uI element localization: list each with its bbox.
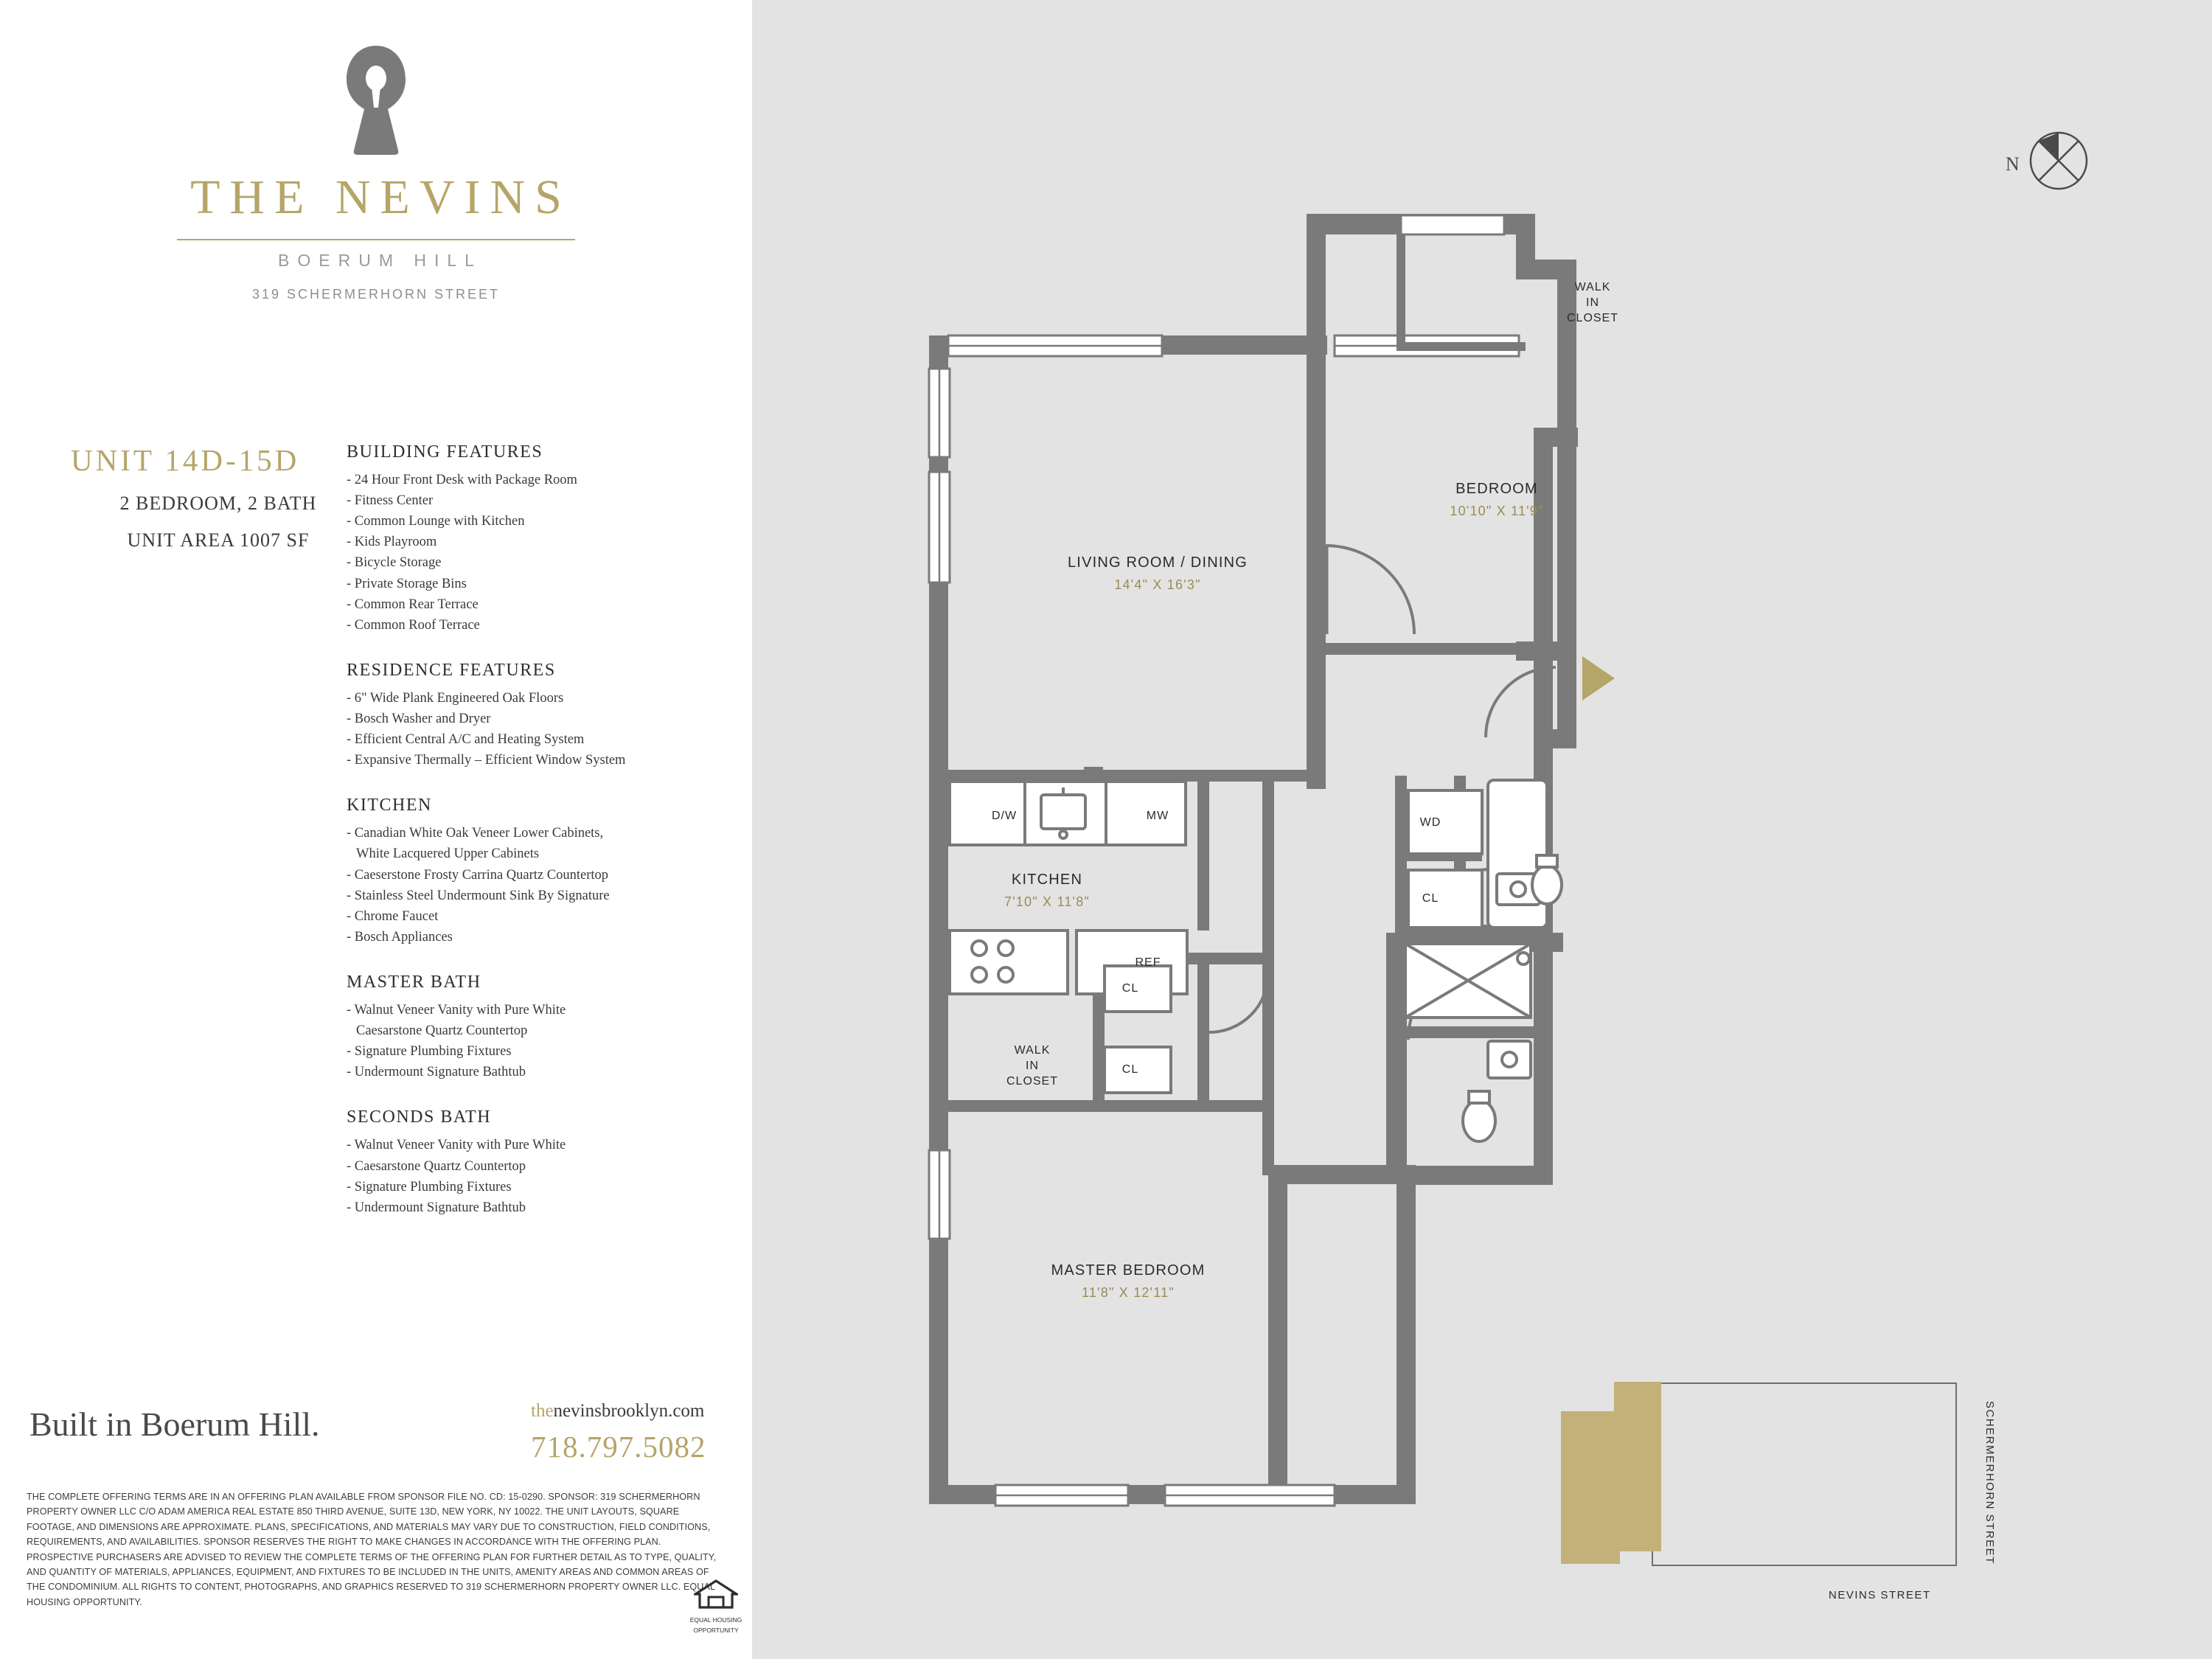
unit-area: UNIT AREA 1007 SF: [127, 529, 310, 551]
room-label-bedroom: [1386, 479, 1607, 520]
room-label-kitchen: [951, 870, 1143, 911]
feature-item: White Lacquered Upper Cabinets: [356, 846, 540, 862]
master-name: MASTER BEDROOM: [1051, 1262, 1206, 1279]
feature-heading: BUILDING FEATURES: [347, 442, 543, 462]
brand-divider: [177, 239, 575, 240]
eho-line-2: OPPORTUNITY: [693, 1626, 739, 1634]
room-label-living: [1010, 553, 1305, 594]
feature-item: - Common Rear Terrace: [347, 597, 479, 612]
walkin-closet-bottom-text: WALK IN CLOSET: [1006, 1044, 1058, 1088]
kitchen-name: KITCHEN: [1011, 872, 1083, 888]
equal-housing-icon: [694, 1578, 738, 1610]
key-map-street-horizontal: NEVINS STREET: [1829, 1589, 1931, 1601]
appliance-label-dishwasher: D/W: [991, 810, 1018, 822]
feature-group-master-bath: [347, 973, 745, 1082]
feature-item: - Efficient Central A/C and Heating System: [347, 732, 585, 748]
closet-label-3: CL: [1121, 1063, 1139, 1076]
feature-heading: SECONDS BATH: [347, 1107, 492, 1127]
appliance-label-microwave: MW: [1146, 810, 1169, 822]
feature-item: - Caeserstone Frosty Carrina Quartz Countertop: [347, 867, 609, 883]
feature-item: - 6" Wide Plank Engineered Oak Floors: [347, 690, 564, 706]
feature-heading: KITCHEN: [347, 796, 432, 815]
living-dim: 14'4" X 16'3": [1114, 577, 1201, 592]
compass-north-label: N: [2006, 153, 2020, 175]
eho-line-1: EQUAL HOUSING: [689, 1616, 742, 1624]
feature-group-kitchen: [347, 796, 745, 947]
master-dim: 11'8" X 12'11": [1082, 1285, 1175, 1300]
feature-item: - Caesarstone Quartz Countertop: [347, 1158, 526, 1174]
walkin-closet-top-text: WALK IN CLOSET: [1566, 281, 1618, 324]
site-key-map: [1548, 1368, 1961, 1589]
closet-label-1: CL: [1422, 892, 1439, 905]
feature-group-building: [347, 442, 745, 636]
keyhole-icon: [342, 44, 410, 156]
website-prefix: the: [531, 1401, 554, 1421]
brand-logo: [0, 44, 752, 302]
feature-heading: RESIDENCE FEATURES: [347, 660, 556, 680]
feature-item: - Common Roof Terrace: [347, 617, 480, 633]
feature-item: - Expansive Thermally – Efficient Window System: [347, 753, 626, 768]
tagline: Built in Boerum Hill.: [29, 1405, 320, 1443]
unit-beds-baths: 2 BEDROOM, 2 BATH: [119, 493, 317, 514]
feature-item: - Stainless Steel Undermount Sink By Signature: [347, 888, 610, 903]
phone-number[interactable]: 718.797.5082: [531, 1430, 706, 1464]
room-label-walkin-closet-bottom: [966, 1043, 1099, 1089]
legal-disclaimer: THE COMPLETE OFFERING TERMS ARE IN AN OFFERING PLAN AVAILABLE FROM SPONSOR FILE NO. CD: 15-0290. SPONSOR: 319 SCHERMERHORN PROPERTY OWNER LLC C/O ADAM AMERICA REAL ESTATE 850 THIRD AVENUE, SUITE 13D, NEW YORK, NY 10022. THE UNIT LAYOUTS, SQUARE FOOTAGE, AND DIMENSIONS ARE APPROXIMATE. PLANS, SPECIFICATIONS, AND MATERIALS MAY VARY DUE TO CONSTRUCTION, FIELD CONDITIONS, REQUIREMENTS, AND AVAILABILITIES. SPONSOR RESERVES THE RIGHT TO MAKE CHANGES IN ACCORDANCE WITH THE OFFERING PLAN. PROSPECTIVE PURCHASERS ARE ADVISED TO REVIEW THE COMPLETE TERMS OF THE OFFERING PLAN FOR FURTHER DETAIL AS TO TYPE, QUALITY, AND QUANTITY OF MATERIALS, APPLIANCES, EQUIPMENT, AND FIXTURES TO BE INCLUDED IN THE UNITS, AMENITY AREAS AND COMMON AREAS OF THE CONDOMINIUM. ALL RIGHTS TO CONTENT, PHOTOGRAPHS, AND GRAPHICS RESERVED TO 319 SCHERMERHORN PROPERTY OWNER LLC. EQUAL HOUSING OPPORTUNITY.: [27, 1492, 717, 1607]
bedroom-dim: 10'10" X 11'9": [1450, 504, 1544, 518]
features-list: [347, 442, 745, 1243]
feature-item: Caesarstone Quartz Countertop: [356, 1023, 528, 1039]
unit-title: UNIT 14D-15D: [71, 443, 300, 477]
unit-summary: [71, 442, 366, 552]
closet-label-2: CL: [1121, 982, 1139, 995]
bedroom-name: BEDROOM: [1455, 481, 1538, 497]
website[interactable]: [531, 1401, 704, 1422]
feature-item: - Signature Plumbing Fixtures: [347, 1179, 512, 1194]
feature-group-second-bath: [347, 1107, 745, 1217]
feature-item: - Signature Plumbing Fixtures: [347, 1044, 512, 1060]
feature-item: - Walnut Veneer Vanity with Pure White: [347, 1138, 566, 1153]
brand-neighborhood: BOERUM HILL: [278, 251, 482, 270]
feature-item: - Bosch Appliances: [347, 929, 453, 945]
info-panel: [0, 0, 752, 1659]
feature-item: - Bosch Washer and Dryer: [347, 711, 491, 726]
feature-item: - 24 Hour Front Desk with Package Room: [347, 473, 577, 487]
feature-item: - Fitness Center: [347, 493, 434, 509]
feature-heading: MASTER BATH: [347, 972, 481, 992]
kitchen-dim: 7'10" X 11'8": [1004, 894, 1090, 909]
feature-item: - Common Lounge with Kitchen: [347, 514, 525, 529]
feature-group-residence: [347, 661, 745, 771]
key-map-street-vertical: SCHERMERHORN STREET: [1983, 1401, 1996, 1565]
feature-item: - Private Storage Bins: [347, 576, 467, 591]
appliance-label-washer-dryer: WD: [1419, 816, 1441, 829]
living-name: LIVING ROOM / DINING: [1067, 554, 1248, 571]
feature-item: - Undermount Signature Bathtub: [347, 1065, 526, 1080]
room-label-master-bedroom: [995, 1261, 1261, 1301]
feature-item: - Canadian White Oak Veneer Lower Cabinets,: [347, 826, 604, 841]
equal-housing-logo: [682, 1578, 750, 1634]
website-rest: nevinsbrooklyn.com: [553, 1401, 705, 1421]
feature-item: - Kids Playroom: [347, 535, 437, 550]
feature-item: - Walnut Veneer Vanity with Pure White: [347, 1002, 566, 1018]
room-label-walkin-closet-top: [1519, 280, 1666, 326]
appliance-label-refrigerator: REF: [1135, 956, 1161, 969]
feature-item: - Undermount Signature Bathtub: [347, 1200, 526, 1215]
feature-item: - Bicycle Storage: [347, 555, 442, 571]
brand-address: 319 SCHERMERHORN STREET: [251, 287, 501, 302]
feature-item: - Chrome Faucet: [347, 908, 439, 924]
brand-name: THE NEVINS: [190, 170, 571, 224]
